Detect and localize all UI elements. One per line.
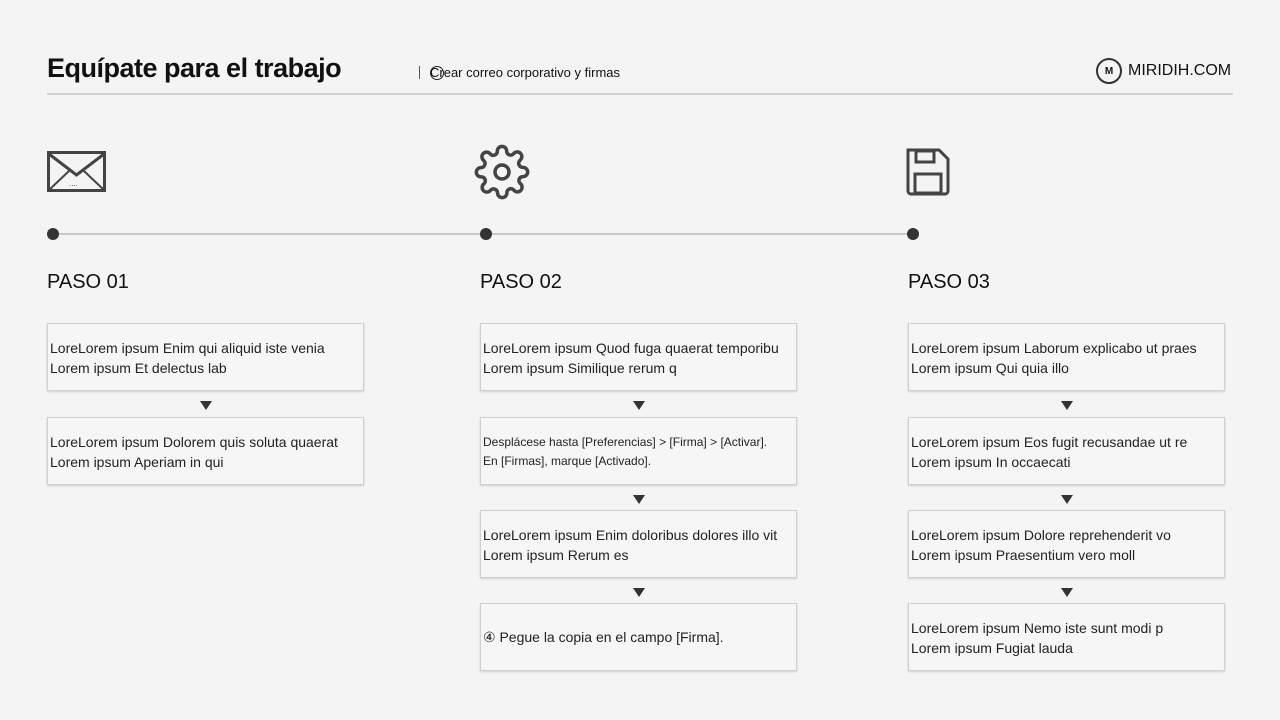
step-box xyxy=(480,323,797,391)
step-label: PASO 02 xyxy=(480,271,562,293)
step-box-line: Lorem ipsum Rerum es xyxy=(483,547,629,563)
gear-icon xyxy=(474,144,530,200)
step-box-line: LoreLorem ipsum Eos fugit recusandae ut re xyxy=(911,434,1188,450)
step-box-line: Lorem ipsum Similique rerum q xyxy=(483,360,677,376)
step-box-line: LoreLorem ipsum Enim qui aliquid iste venia xyxy=(50,340,325,356)
step-box xyxy=(480,510,797,578)
down-arrow-icon xyxy=(633,495,645,504)
step-box-line: LoreLorem ipsum Laborum explicabo ut praes xyxy=(911,340,1197,356)
step-box-line: LoreLorem ipsum Dolorem quis soluta quaerat xyxy=(50,434,338,450)
step-box xyxy=(47,417,364,485)
timeline-dot xyxy=(907,228,919,240)
step-box xyxy=(480,603,797,671)
step-box-line: Lorem ipsum Aperiam in qui xyxy=(50,454,224,470)
step-box-line: ④ Pegue la copia en el campo [Firma]. xyxy=(483,629,724,645)
timeline-dot xyxy=(47,228,59,240)
floppy-disk-icon xyxy=(905,147,951,197)
step-box-line: En [Firmas], marque [Activado]. xyxy=(483,454,652,468)
down-arrow-icon xyxy=(633,401,645,410)
step-box-line: LoreLorem ipsum Quod fuga quaerat temporibu xyxy=(483,340,779,356)
divider xyxy=(419,66,420,79)
step-box-line: LoreLorem ipsum Enim doloribus dolores illo vit xyxy=(483,527,778,543)
brand-logo-icon: M xyxy=(1096,58,1122,84)
step-label: PASO 03 xyxy=(908,271,990,293)
step-box-line: Lorem ipsum Fugiat lauda xyxy=(911,640,1073,656)
page-title: Equípate para el trabajo xyxy=(47,53,342,83)
down-arrow-icon xyxy=(1061,401,1073,410)
step-box xyxy=(908,417,1225,485)
subtitle: Crear correo corporativo y firmas xyxy=(430,65,620,80)
step-box-line: LoreLorem ipsum Dolore reprehenderit vo xyxy=(911,527,1171,543)
step-box-line: Lorem ipsum In occaecati xyxy=(911,454,1071,470)
step-box xyxy=(908,603,1225,671)
down-arrow-icon xyxy=(1061,588,1073,597)
header-divider xyxy=(47,93,1233,95)
step-box-line: Lorem ipsum Qui quia illo xyxy=(911,360,1069,376)
brand xyxy=(1096,58,1231,84)
svg-text:....: .... xyxy=(69,179,78,188)
down-arrow-icon xyxy=(200,401,212,410)
envelope-icon xyxy=(47,151,107,193)
down-arrow-icon xyxy=(633,588,645,597)
step-label: PASO 01 xyxy=(47,271,129,293)
step-box xyxy=(908,323,1225,391)
step-box-line: Lorem ipsum Et delectus lab xyxy=(50,360,227,376)
step-box-line: Lorem ipsum Praesentium vero moll xyxy=(911,547,1136,563)
step-box-line: Desplácese hasta [Preferencias] > [Firma] > [Activar]. xyxy=(483,435,768,449)
step-box-line: LoreLorem ipsum Nemo iste sunt modi p xyxy=(911,620,1164,636)
down-arrow-icon xyxy=(1061,495,1073,504)
step-box xyxy=(908,510,1225,578)
timeline-dot xyxy=(480,228,492,240)
step-box xyxy=(47,323,364,391)
brand-name: MIRIDIH.COM xyxy=(1128,62,1232,79)
step-box xyxy=(480,417,797,485)
